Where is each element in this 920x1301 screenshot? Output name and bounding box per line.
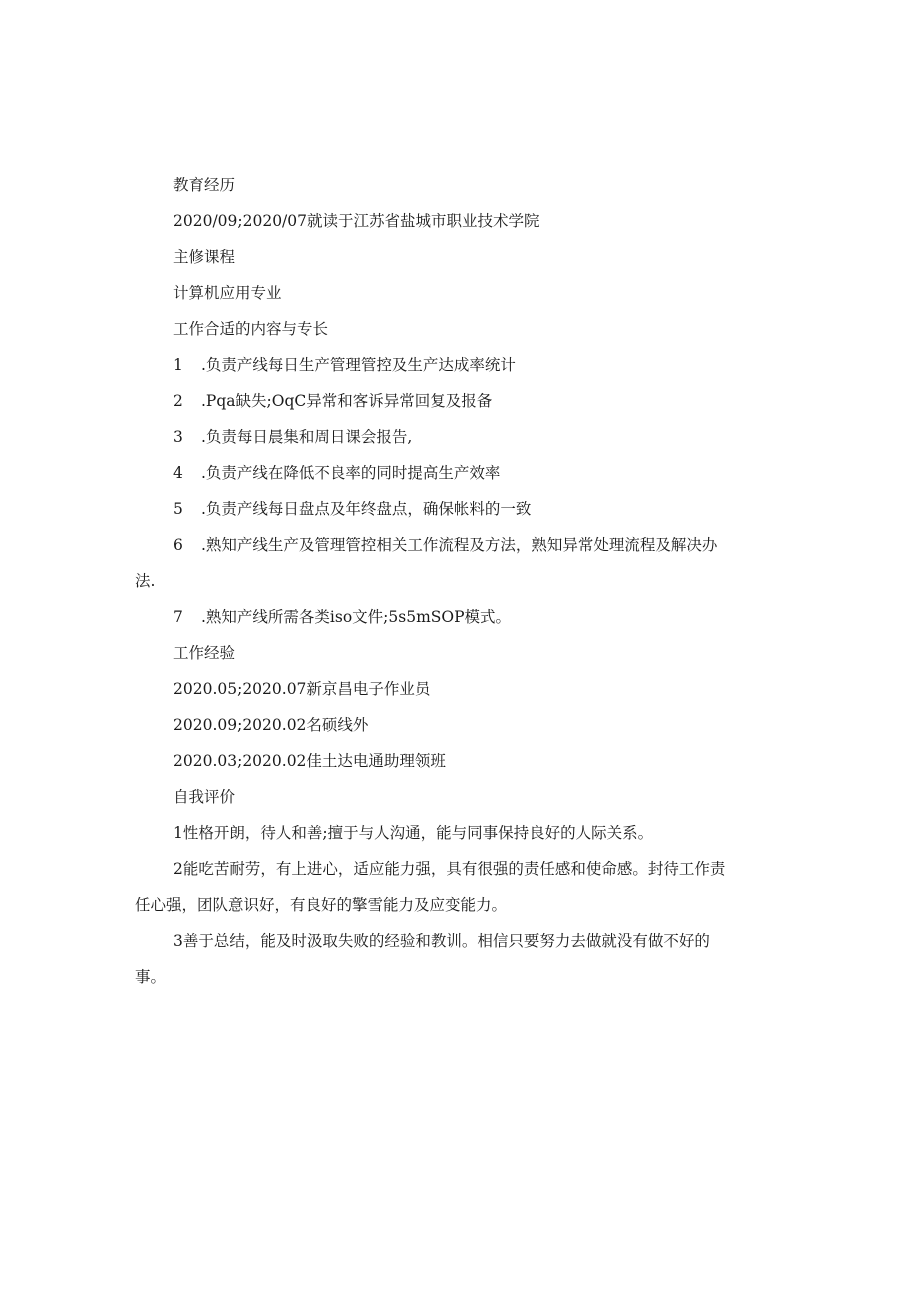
skill-text-continuation: 法.	[135, 572, 156, 590]
skill-number: 3	[173, 428, 183, 446]
skill-text: .Pqa缺失;OqC异常和客诉异常回复及报备	[201, 392, 493, 410]
course-heading: 主修课程	[173, 248, 236, 266]
education-heading: 教育经历	[173, 176, 236, 194]
experience-entry: 2020.05;2020.07新京昌电子作业员	[173, 680, 431, 698]
skill-item	[135, 419, 785, 455]
self-eval-paragraph-2-line-1: 2能吃苦耐劳，有上进心，适应能力强，具有很强的责任感和使命感。封待工作责	[173, 860, 726, 878]
experience-heading: 工作经验	[173, 644, 236, 662]
skill-item	[135, 491, 785, 527]
experience-entry: 2020.09;2020.02名硕线外	[173, 716, 369, 734]
skill-item	[135, 527, 785, 599]
skill-text: .负责产线在降低不良率的同时提高生产效率	[201, 464, 501, 482]
self-eval-paragraph-3	[135, 923, 785, 995]
resume-page	[135, 167, 785, 995]
experience-entry: 2020.03;2020.02佳土达电通助理领班	[173, 752, 446, 770]
skill-text: .熟知产线所需各类iso文件;5s5mSOP模式。	[201, 608, 512, 626]
skill-number: 7	[173, 608, 183, 626]
education-entry: 2020/09;2020/07就读于江苏省盐城市职业技术学院	[173, 212, 540, 230]
self-eval-paragraph-1: 1性格开朗，待人和善;擅于与人沟通，能与同事保持良好的人际关系。	[173, 824, 654, 842]
skill-text: .熟知产线生产及管理管控相关工作流程及方法，熟知异常处理流程及解决办	[201, 536, 718, 554]
self-eval-heading: 自我评价	[173, 788, 236, 806]
skill-number: 6	[173, 536, 183, 554]
skill-text: .负责每日晨集和周日课会报告,	[201, 428, 413, 446]
skill-item	[135, 455, 785, 491]
skill-number: 5	[173, 500, 183, 518]
skill-number: 2	[173, 392, 183, 410]
skills-heading: 工作合适的内容与专长	[173, 320, 329, 338]
skill-number: 1	[173, 356, 183, 374]
skill-item	[135, 383, 785, 419]
course-text: 计算机应用专业	[173, 284, 282, 302]
self-eval-paragraph-3-line-2: 事。	[135, 968, 167, 986]
skill-number: 4	[173, 464, 183, 482]
skill-item	[135, 599, 785, 635]
skill-item	[135, 347, 785, 383]
skill-text: .负责产线每日盘点及年终盘点，确保帐料的一致	[201, 500, 532, 518]
self-eval-paragraph-2-line-2: 任心强，团队意识好，有良好的擎雪能力及应变能力。	[135, 896, 508, 914]
self-eval-paragraph-3-line-1: 3善于总结，能及时汲取失败的经验和教训。相信只要努力去做就没有做不好的	[173, 932, 710, 950]
self-eval-paragraph-2	[135, 851, 785, 923]
skill-text: .负责产线每日生产管理管控及生产达成率统计	[201, 356, 516, 374]
